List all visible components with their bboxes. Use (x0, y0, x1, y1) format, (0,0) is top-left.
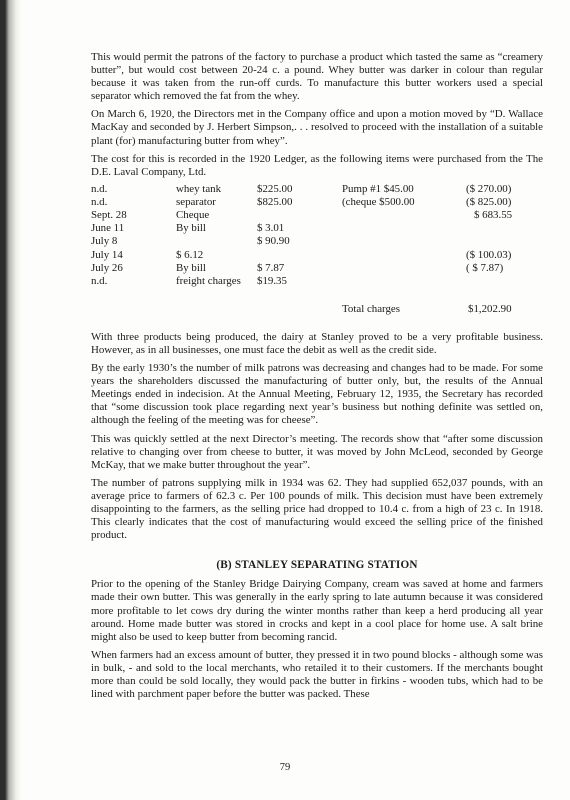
section-heading: (B) STANLEY SEPARATING STATION (216, 559, 418, 572)
ledger-total: ($ 270.00) (466, 182, 512, 195)
ledger-amount: $ 90.90 (257, 234, 290, 247)
paragraph: On March 6, 1920, the Directors met in the Company office and upon a motion moved by “D. Wallace MacKay and seconded by J. Herbert Simpson,. . . resolved to proceed with the installation of a suitable plant (for) manufacturing butter from whey”. (91, 108, 543, 147)
ledger-date: n.d. (91, 274, 108, 287)
ledger-row (91, 249, 543, 262)
ledger-item: $ 6.12 (176, 248, 204, 261)
paragraph: The number of patrons supplying milk in 1934 was 62. They had supplied 652,037 pounds, with an average price to farmers of 62.3 c. Per 100 pounds of milk. This decision must have been extremely disappointing to the farmers, as the selling price had dropped to 10.4 c. from a high of 23 c. In 1918. This clearly indicates that the cost of manufacturing would exceed the selling price of the finished product. (91, 476, 543, 542)
paragraph: When farmers had an excess amount of butter, they pressed it in two pound blocks - although some was in bulk, - and sold to the local merchants, who retailed it to their customers. If the merchants bought more than could be sold locally, they would pack the butter in firkins - wooden tubs, which had to be lined with parchment paper before the butter was packed. These (91, 648, 543, 701)
page-number: 79 (279, 762, 291, 773)
ledger-row (91, 222, 543, 235)
page-binding-edge (0, 0, 22, 800)
ledger-row (91, 196, 543, 209)
ledger-row (91, 183, 543, 196)
ledger-item: separator (176, 195, 216, 208)
ledger-date: Sept. 28 (91, 208, 127, 221)
document-body (91, 51, 543, 706)
ledger-table (91, 183, 543, 323)
paragraph: By the early 1930’s the number of milk patrons was decreasing and changes had to be made. For some years the shareholders discussed the manufacturing of butter only, but, the results of the Annual Meetings ended in indecision. At the Annual Meeting, February 12, 1935, the Secretary has recorded that “some discussion took place regarding next year’s business but nothing definite was settled on, although the feeling of the meeting was for cheese”. (91, 362, 543, 427)
paragraph: This was quickly settled at the next Director’s meeting. The records show that “after some discussion relative to changing over from cheese to butter, it was moved by John McLeod, seconded by George McKay, that we make butter throughout the year”. (91, 432, 543, 471)
ledger-total-label: Total charges (342, 302, 401, 315)
paragraph: With three products being produced, the dairy at Stanley proved to be a very profitable business. However, as in all businesses, one must face the debit as well as the credit side. (91, 330, 543, 356)
ledger-date: July 14 (91, 248, 123, 261)
ledger-item: whey tank (176, 182, 222, 195)
ledger-date: July 8 (91, 234, 118, 247)
ledger-item: By bill (176, 221, 206, 234)
ledger-item: By bill (176, 261, 206, 274)
ledger-total: ($ 100.03) (466, 248, 512, 261)
ledger-amount: $19.35 (257, 274, 287, 287)
ledger-date: July 26 (91, 261, 123, 274)
paragraph: Prior to the opening of the Stanley Bridge Dairying Company, cream was saved at home and farmers made their own butter. This was generally in the early spring to late autumn because it was considered more profitable to let cows dry during the winter months rather than keep a herd producing all year around. Home made butter was stored in crocks and kept in a cool place for home use. A salt brine might also be used to keep butter from becoming rancid. (91, 578, 543, 643)
ledger-total: ($ 825.00) (466, 195, 512, 208)
ledger-row (91, 262, 543, 275)
ledger-amount: $ 3.01 (257, 221, 285, 234)
ledger-note: Pump #1 $45.00 (342, 182, 414, 195)
ledger-total: ( $ 7.87) (466, 261, 504, 274)
ledger-total: $ 683.55 (474, 208, 513, 221)
ledger-row (91, 235, 543, 248)
ledger-item: Cheque (176, 208, 210, 221)
ledger-date: n.d. (91, 195, 108, 208)
paragraph: The cost for this is recorded in the 1920 Ledger, as the following items were purchased from the The D.E. Laval Company, Ltd. (91, 152, 543, 178)
ledger-row (91, 209, 543, 222)
ledger-item: freight charges (176, 274, 241, 287)
ledger-date: June 11 (91, 221, 125, 234)
ledger-total-row (91, 303, 543, 316)
ledger-amount: $225.00 (257, 182, 293, 195)
ledger-amount: $825.00 (257, 195, 293, 208)
ledger-total-value: $1,202.90 (468, 302, 512, 315)
ledger-date: n.d. (91, 182, 108, 195)
ledger-note: (cheque $500.00 (342, 195, 415, 208)
ledger-amount: $ 7.87 (257, 261, 285, 274)
ledger-row (91, 275, 543, 288)
paragraph: This would permit the patrons of the factory to purchase a product which tasted the same as “creamery butter”, but would cost between 20-24 c. a pound. Whey butter was darker in colour than regular because it was taken from the run-off curds. To manufacture this butter workers used a special separator which removed the fat from the whey. (91, 51, 543, 103)
